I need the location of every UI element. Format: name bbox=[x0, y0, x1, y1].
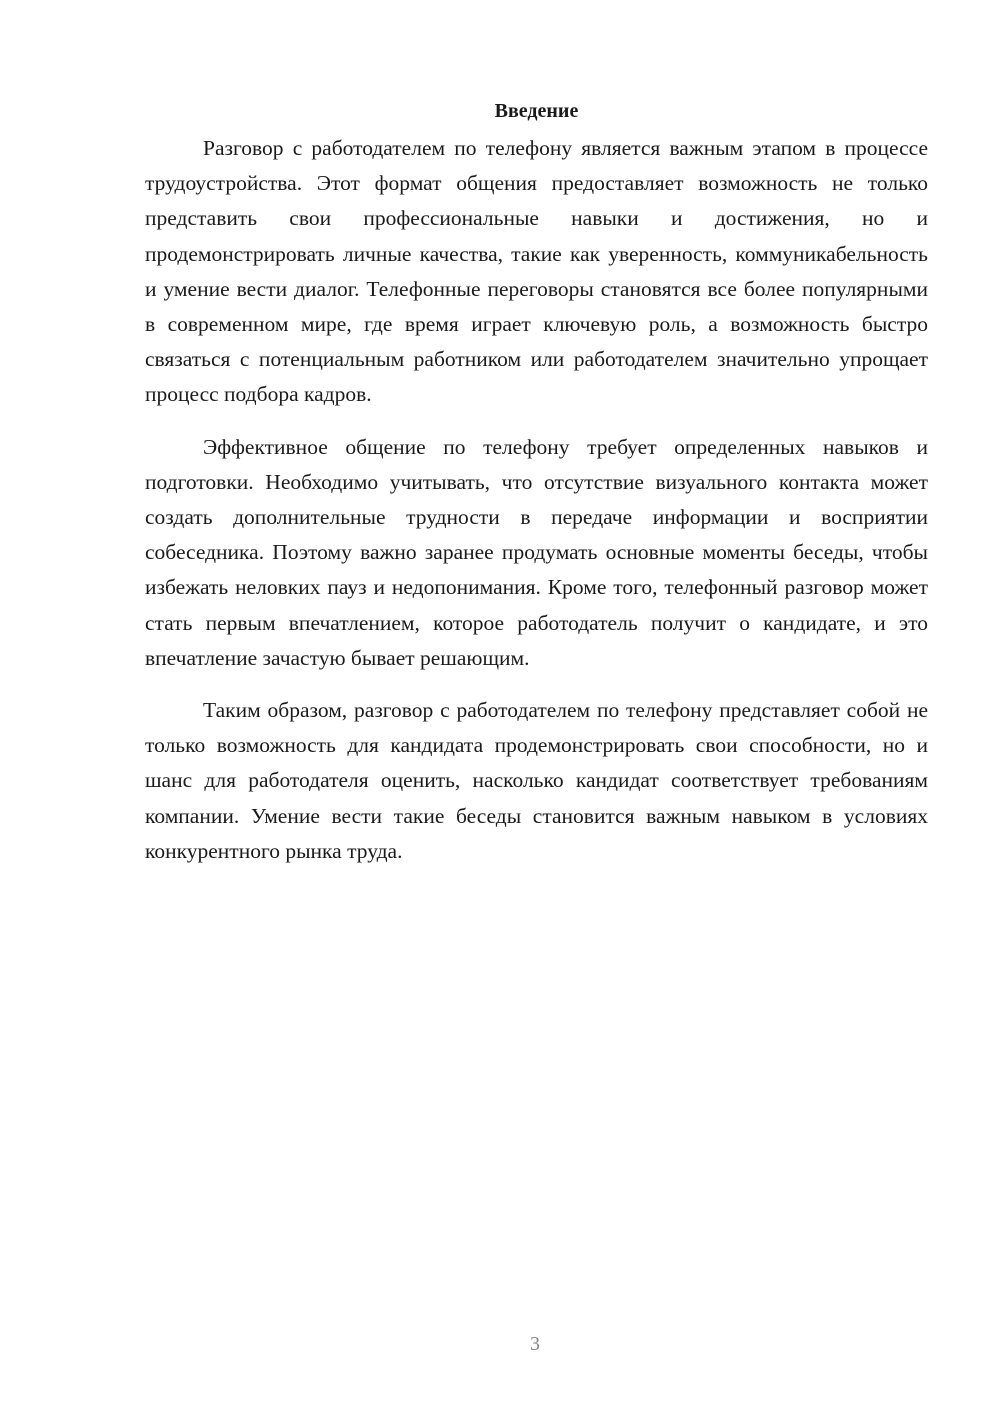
section-title: Введение bbox=[494, 100, 579, 122]
page-content bbox=[145, 96, 928, 886]
paragraph-3: Таким образом, разговор с работодателем по телефону представляет собой не только возможность для кандидата продемонстрировать свои способности, но и шанс для работодателя оценить, насколько кандидат соответствует требованиям компании. Умение вести такие беседы становится важным навыком в условиях конкурентного рынка труда. bbox=[145, 698, 928, 863]
paragraph-1: Разговор с работодателем по телефону является важным этапом в процессе трудоустройства. Этот формат общения предоставляет возможность не только представить свои профессиональные навыки и достижения, но и продемонстрировать личные качества, такие как уверенность, коммуникабельность и умение вести диалог. Телефонные переговоры становятся все более популярными в современном мире, где время играет ключевую роль, а возможность быстро связаться с потенциальным работником или работодателем значительно упрощает процесс подбора кадров. bbox=[145, 136, 928, 407]
paragraph-2: Эффективное общение по телефону требует определенных навыков и подготовки. Необходимо учитывать, что отсутствие визуального контакта может создать дополнительные трудности в передаче информации и восприятии собеседника. Поэтому важно заранее продумать основные моменты беседы, чтобы избежать неловких пауз и недопонимания. Кроме того, телефонный разговор может стать первым впечатлением, которое работодатель получит о кандидате, и это впечатление зачастую бывает решающим. bbox=[145, 434, 928, 670]
page-number: 3 bbox=[530, 1333, 540, 1355]
